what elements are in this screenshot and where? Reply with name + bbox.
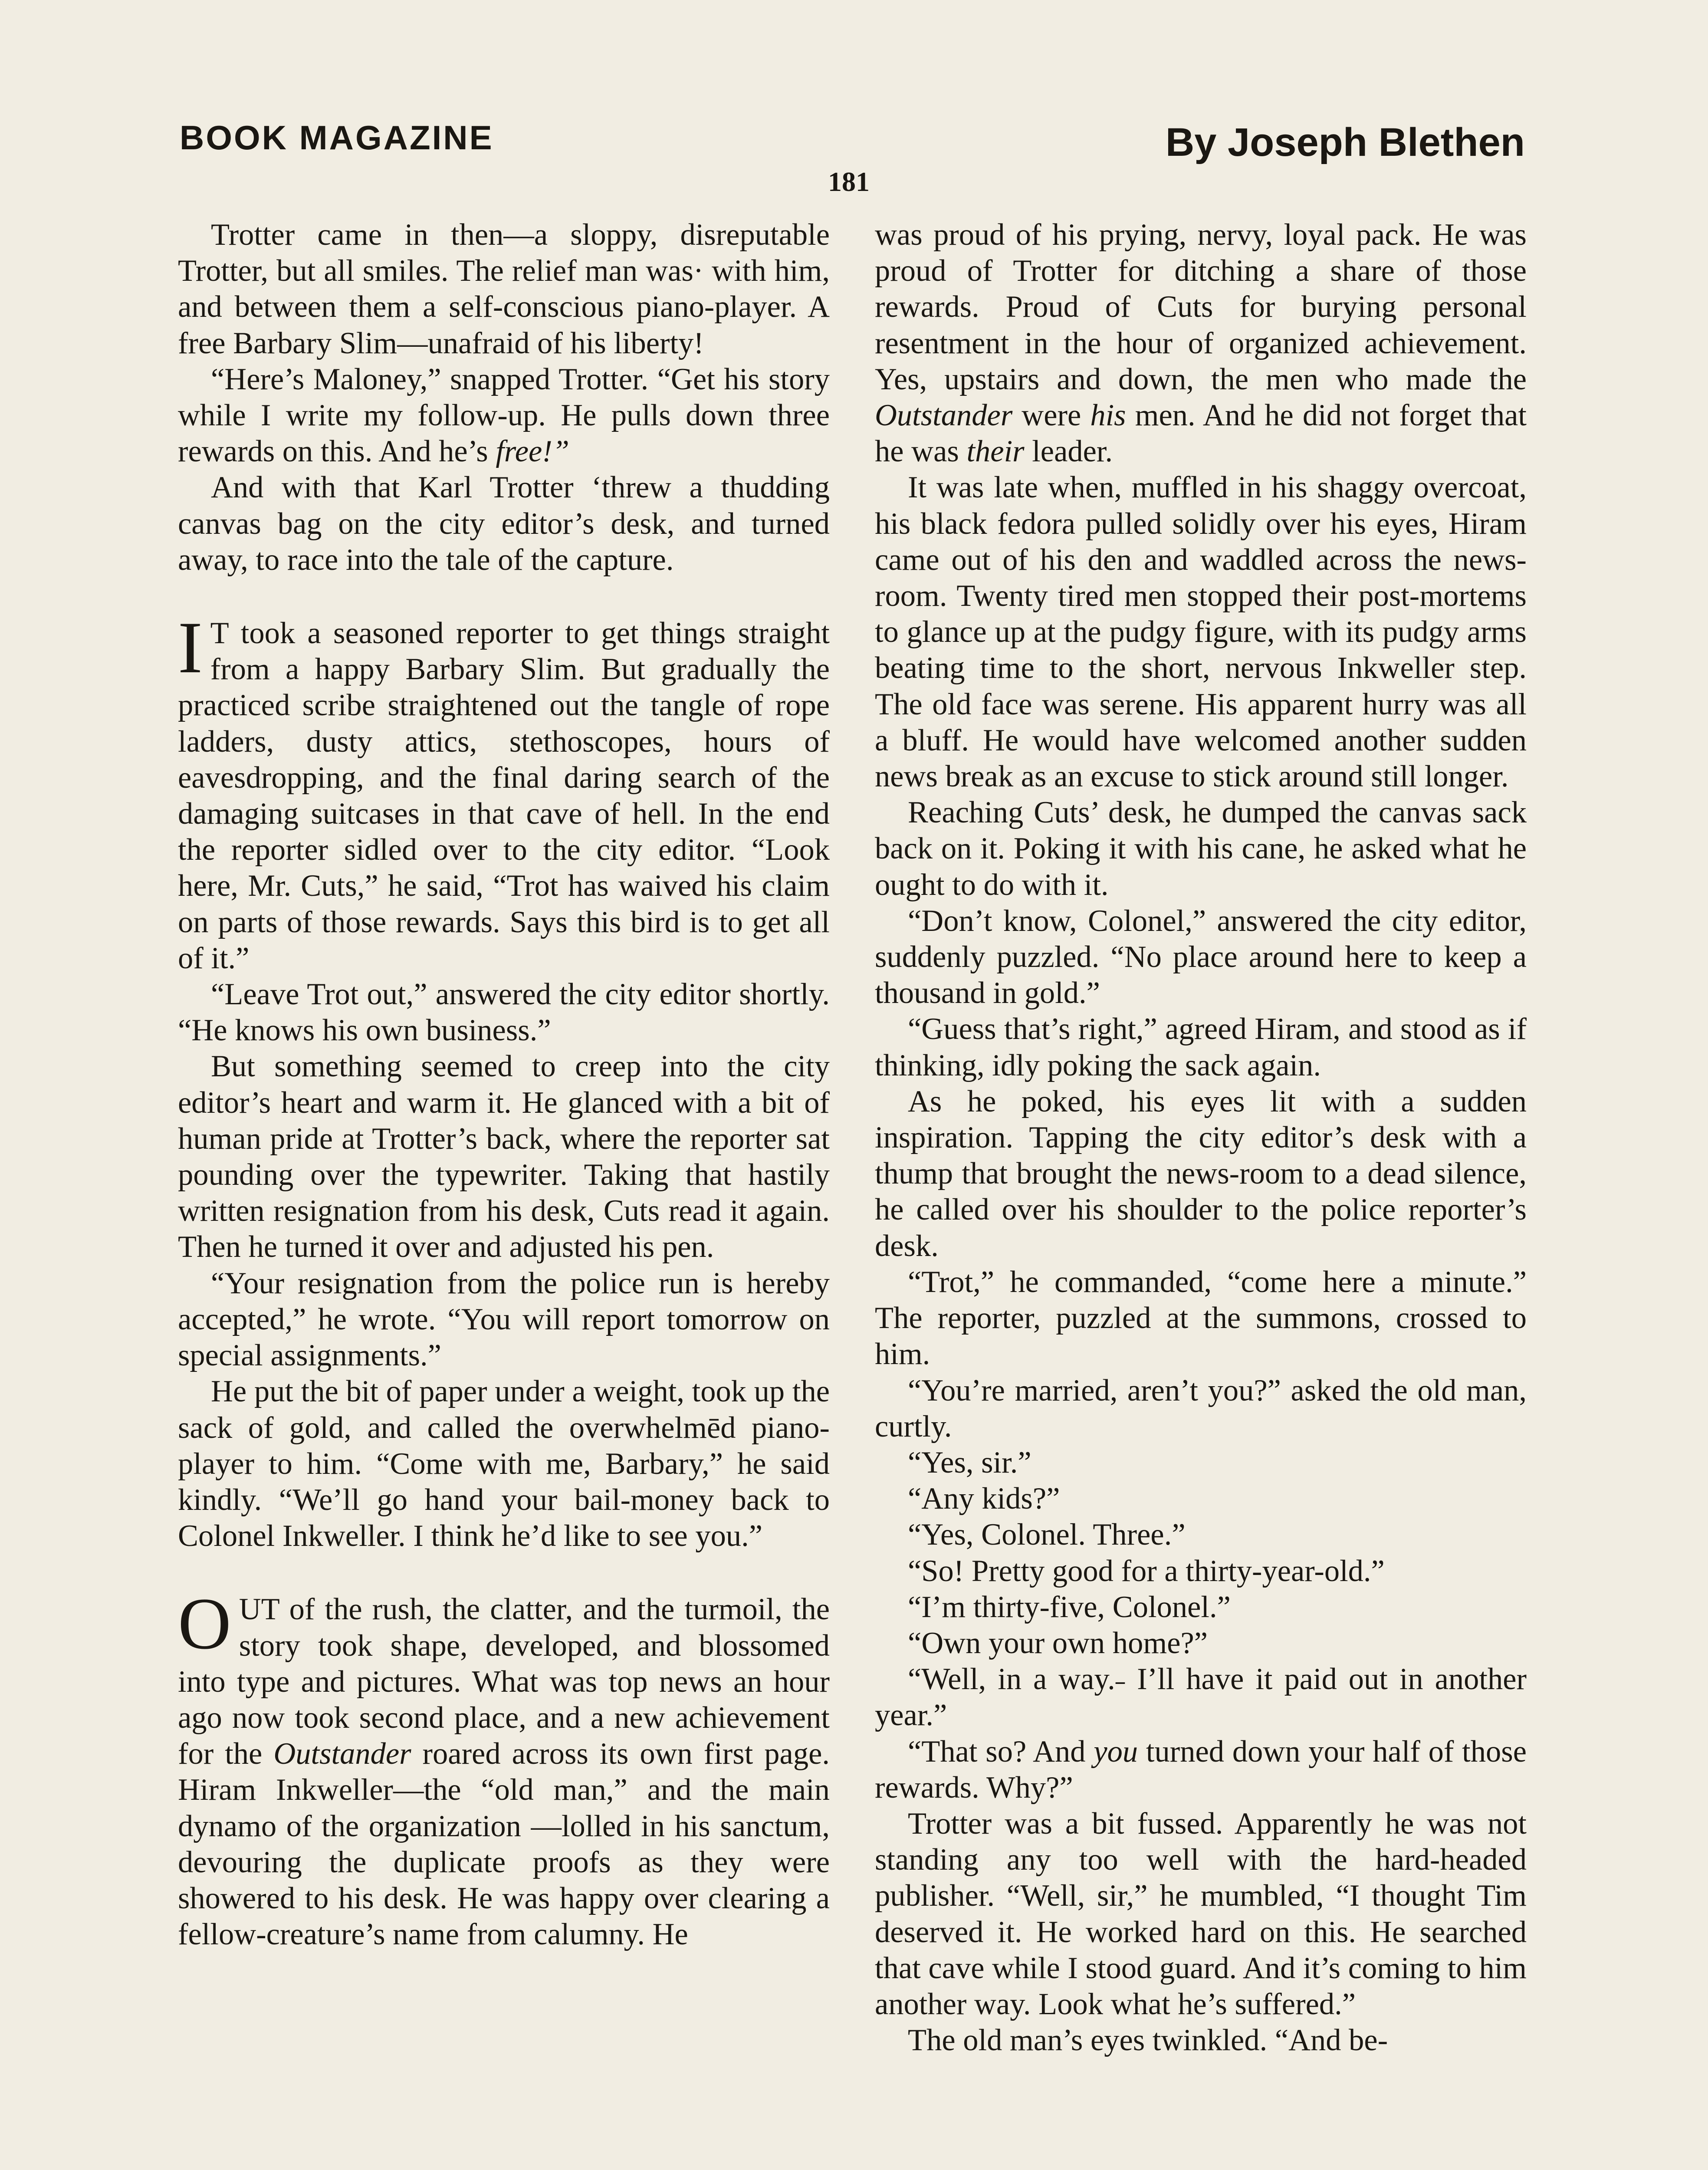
text-run: Trotter was a bit fussed. Apparently he was not standing any too well with the hard-headed publisher. “Well, sir,” he mumbled, “I thought Tim deserved it. He worked hard on this. He searched that cave while I stood guard. And it’s coming to him another way. Look what he’s suffered.” [875,1806,1527,2021]
text-run: “That so? And [908,1734,1094,1769]
text-run: “Yes, Colonel. Three.” [908,1518,1186,1552]
paragraph [178,1266,830,1374]
text-run: The old man’s eyes twinkled. “And be- [908,2023,1388,2058]
left-column [178,217,830,1953]
text-run: UT of the rush, the clatter, and the turmoil, the story took shape, developed, and blossomed into type and pictures. What was top news an hour ago now took second place, and a new achievement for the [178,1592,830,1771]
text-run: “Yes, sir.” [908,1445,1031,1480]
paragraph [875,1553,1527,1589]
paragraph [875,1806,1527,2022]
text-run: “I’m thirty-five, Colonel.” [908,1590,1231,1624]
text-run: “Don’t know, Colonel,” answered the city editor, suddenly puzzled. “No place around here to keep a thousand in gold.” [875,904,1527,1010]
paragraph [875,470,1527,795]
italic-text: Outstander [273,1737,411,1771]
italic-text: free!” [496,434,570,469]
paragraph [178,362,830,470]
text-run: “Any kids?” [908,1482,1060,1516]
paragraph [875,1589,1527,1625]
text-run: “Leave Trot out,” answered the city editor shortly. “He knows his own business.” [178,977,830,1048]
text-run: “So! Pretty good for a thirty-year-old.” [908,1554,1385,1588]
italic-text: Outstander [875,398,1013,433]
paragraph [178,470,830,578]
paragraph [875,1373,1527,1445]
paragraph [178,1049,830,1265]
text-run: But something seemed to creep into the city editor’s heart and warm it. He glanced with a bit of human pride at Trotter’s back, where the reporter sat pounding over the typewriter. Taking that hastily written resignation from his desk, Cuts read it again. Then he turned it over and adjusted his pen. [178,1049,830,1264]
magazine-title: BOOK MAGAZINE [180,118,494,157]
italic-text: you [1094,1734,1138,1769]
text-run: “Own your own home?” [908,1626,1208,1660]
text-run: was proud of his prying, nervy, loyal pack. He was proud of Trotter for ditching a share of those rewards. Proud of Cuts for burying personal resentment in the hour of organized achievement. Yes, upstairs and down, the men who made the [875,218,1527,396]
italic-text: his [1090,398,1126,433]
text-run: Trotter came in then—a sloppy, disreputable Trotter, but all smiles. The relief man was· with him, and between them a self-conscious piano-player. A free Barbary Slim—unafraid of his liberty! [178,218,830,360]
text-run: “Well, in a way.˗ I’ll have it paid out in another year.” [875,1662,1527,1733]
text-run: roared across its own first page. Hiram Inkweller—the “old man,” and the main dynamo of the organization —lolled in his sanctum, devouring the duplicate proofs as they were showered to his desk. He was happy over clearing a fellow-creature’s name from calumny. He [178,1737,830,1952]
drop-cap: O [178,1583,231,1665]
text-run: were [1012,398,1090,433]
text-run: And with that Karl Trotter ʻthrew a thudding canvas bag on the city editor’s desk, and turned away, to race into the tale of the capture. [178,470,830,577]
paragraph [875,1517,1527,1553]
paragraph [875,1625,1527,1661]
paragraph [875,1084,1527,1264]
paragraph [875,2022,1527,2058]
paragraph [875,1734,1527,1806]
text-run: He put the bit of paper under a weight, took up the sack of gold, and called the overwhelmēd piano-player to him. “Come with me, Barbary,” he said kindly. “We’ll go hand your bail-money back to Colonel Inkweller. I think he’d like to see you.” [178,1374,830,1553]
text-run: turned down your half of those rewards. Why?” [875,1734,1527,1805]
paragraph [178,1374,830,1554]
text-run: T took a seasoned reporter to get things straight from a happy Barbary Slim. But gradually the practiced scribe straightened out the tangle of rope ladders, dusty attics, stethoscopes, hours of eavesdropping, and the final daring search of the damaging suitcases in that cave of hell. In the end the reporter sidled over to the city editor. “Look here, Mr. Cuts,” he said, “Trot has waived his claim on parts of those rewards. Says this bird is to get all of it.” [178,616,830,975]
text-run: “Your resignation from the police run is hereby accepted,” he wrote. “You will report tomorrow on special assignments.” [178,1266,830,1373]
text-run: “Trot,” he commanded, “come here a minute.” The reporter, puzzled at the summons, crossed to him. [875,1265,1527,1371]
paragraph [875,217,1527,470]
page-number: 181 [828,166,870,197]
text-run: Reaching Cuts’ desk, he dumped the canvas sack back on it. Poking it with his cane, he asked what he ought to do with it. [875,796,1527,902]
paragraph [178,1583,830,1953]
text-run: leader. [1024,434,1113,469]
paragraph [178,607,830,976]
text-run: “Guess that’s right,” agreed Hiram, and stood as if thinking, idly poking the sack again. [875,1012,1527,1082]
paragraph [875,1661,1527,1733]
paragraph [178,976,830,1049]
italic-text: their [966,434,1025,469]
author-byline: By Joseph Blethen [1165,120,1525,164]
paragraph [875,795,1527,903]
paragraph [875,1481,1527,1517]
text-run: men. And he did not forget that he was [875,398,1527,469]
paragraph [875,1011,1527,1083]
text-run: “Here’s Maloney,” snapped Trotter. “Get his story while I write my follow-up. He pulls down three rewards on this. And he’s [178,362,830,469]
text-run: As he poked, his eyes lit with a sudden inspiration. Tapping the city editor’s desk with a thump that brought the news-room to a dead silence, he called over his shoulder to the police reporter’s desk. [875,1084,1527,1263]
paragraph [875,1264,1527,1373]
right-column [875,217,1527,2058]
paragraph [875,903,1527,1012]
text-run: “You’re married, aren’t you?” asked the old man, curtly. [875,1373,1527,1443]
paragraph [875,1445,1527,1481]
text-run: It was late when, muffled in his shaggy overcoat, his black fedora pulled solidly over his eyes, Hiram came out of his den and waddled across the news-room. Twenty tired men stopped their post-mortems to glance up at the pudgy figure, with its pudgy arms beating time to the short, nervous Inkweller step. The old face was serene. His apparent hurry was all a bluff. He would have welcomed another sudden news break as an excuse to stick around still longer. [875,470,1527,794]
drop-cap: I [178,607,203,689]
paragraph [178,217,830,362]
